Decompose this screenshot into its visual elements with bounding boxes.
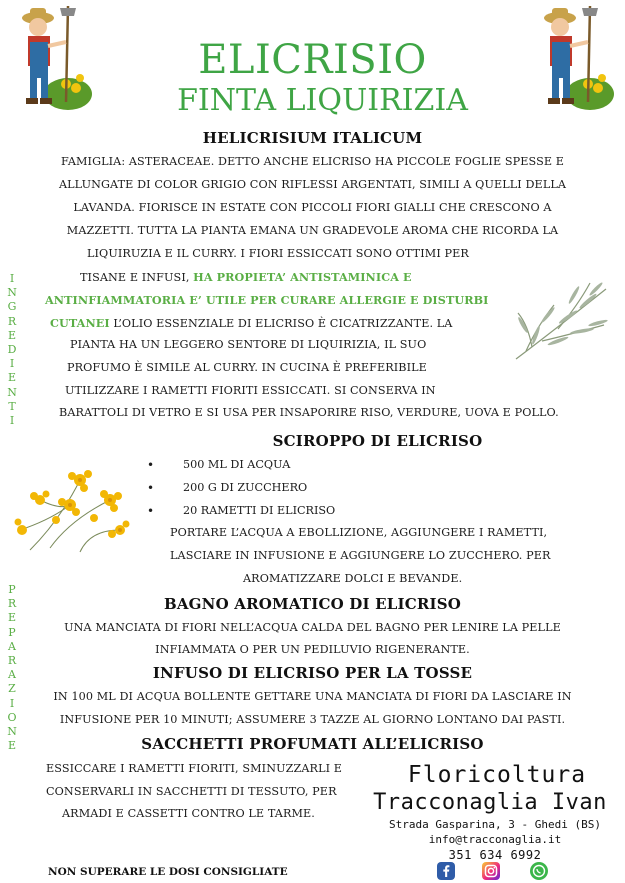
sachet-line: ARMADI E CASSETTI CONTRO LE TARME. — [62, 807, 315, 820]
description-line — [80, 269, 412, 286]
highlight-text: HA PROPIETA’ ANTISTAMINICA E — [193, 270, 412, 284]
dosage-warning: NON SUPERARE LE DOSI CONSIGLIATE — [48, 866, 288, 878]
syrup-line: AROMATIZZARE DOLCI E BEVANDE. — [243, 572, 463, 585]
ingredient-item: • 500 ML DI ACQUA — [183, 457, 290, 473]
bath-heading: BAGNO AROMATICO DI ELICRISO — [163, 595, 462, 613]
description-line: PROFUMO È SIMILE AL CURRY. IN CUCINA È PREFERIBILE — [67, 361, 427, 374]
side-letter: R — [7, 597, 17, 611]
logo-address: Strada Gasparina, 3 - Ghedi (BS) — [389, 818, 601, 831]
logo-line-2: Tracconaglia Ivan — [373, 790, 607, 815]
side-letter: E — [7, 611, 17, 625]
side-letter: D — [7, 343, 17, 357]
side-letter: G — [7, 300, 17, 314]
description-line: LIQUIRUZIA E IL CURRY. I FIORI ESSICCATI SONO OTTIMI PER — [87, 247, 469, 260]
side-letter: Z — [8, 682, 16, 696]
syrup-line: PORTARE L’ACQUA A EBOLLIZIONE, AGGIUNGERE I RAMETTI, — [170, 526, 548, 539]
sachet-line: ESSICCARE I RAMETTI FIORITI, SMINUZZARLI E — [46, 762, 343, 775]
tea-heading: INFUSO DI ELICRISO PER LA TOSSE — [152, 664, 473, 682]
side-letter: R — [7, 314, 17, 328]
side-letter: A — [8, 668, 16, 682]
description-heading: HELICRISIUM ITALICUM — [202, 129, 423, 147]
side-letter: N — [7, 385, 17, 399]
ingredients-side-label — [5, 272, 19, 428]
highlight-text: CUTANEI — [50, 316, 110, 330]
logo-phone[interactable]: 351 634 6992 — [448, 848, 542, 862]
side-letter: I — [9, 357, 15, 371]
page-subtitle: FINTA LIQUIRIZIA — [177, 83, 468, 118]
syrup-line: LASCIARE IN INFUSIONE E AGGIUNGERE LO ZUCCHERO. PER — [170, 549, 551, 562]
side-letter: O — [7, 710, 17, 724]
side-letter: E — [7, 739, 17, 753]
highlight-text: ANTINFIAMMATORIA E’ UTILE PER CURARE ALLERGIE E DISTURBI — [45, 293, 489, 307]
description-line: BARATTOLI DI VETRO E SI USA PER INSAPORIRE RISO, VERDURE, UOVA E POLLO. — [59, 406, 559, 419]
side-letter: N — [7, 286, 17, 300]
whatsapp-icon[interactable] — [530, 862, 548, 880]
side-letter: R — [7, 654, 17, 668]
bath-line: INFIAMMATA O PER UN PEDILUVIO RIGENERANTE. — [155, 643, 470, 656]
helichrysum-sprig-icon — [508, 275, 614, 367]
facebook-icon[interactable] — [437, 862, 455, 880]
side-letter: P — [8, 583, 16, 596]
page-title: ELICRISIO — [198, 37, 427, 83]
side-letter: I — [9, 696, 15, 710]
side-letter: I — [9, 414, 15, 428]
description-text: L’OLIO ESSENZIALE DI ELICRISO È CICATRIZZANTE. LA — [113, 317, 453, 330]
tea-line: IN 100 ML DI ACQUA BOLLENTE GETTARE UNA MANCIATA DI FIORI DA LASCIARE IN — [53, 690, 572, 703]
description-line: FAMIGLIA: ASTERACEAE. DETTO ANCHE ELICRISO HA PICCOLE FOGLIE SPESSE E — [60, 155, 565, 168]
bath-line: UNA MANCIATA DI FIORI NELL’ACQUA CALDA DEL BAGNO PER LENIRE LA PELLE — [64, 621, 561, 634]
side-letter: A — [8, 639, 16, 653]
logo-email[interactable]: info@tracconaglia.it — [428, 833, 562, 846]
instagram-icon[interactable] — [482, 862, 500, 880]
description-line: PIANTA HA UN LEGGERO SENTORE DI LIQUIRIZIA, IL SUO — [70, 338, 427, 351]
description-text: TISANE E INFUSI, — [80, 271, 190, 284]
side-letter: P — [8, 625, 16, 639]
ingredient-item: • 20 RAMETTI DI ELICRISO — [183, 503, 335, 519]
description-line: MAZZETTI. TUTTA LA PIANTA EMANA UN GRADEVOLE AROMA CHE RICORDA LA — [66, 224, 559, 237]
side-letter: E — [7, 328, 17, 342]
ingredient-item: • 200 G DI ZUCCHERO — [183, 480, 307, 496]
side-letter: E — [7, 371, 17, 385]
side-letter: T — [8, 399, 16, 413]
description-line: LAVANDA. FIORISCE IN ESTATE CON PICCOLI FIORI GIALLI CHE CRESCONO A — [73, 201, 552, 214]
preparation-side-label — [5, 583, 19, 753]
side-letter: N — [7, 725, 17, 739]
helichrysum-flowers-icon — [10, 460, 132, 560]
sachet-heading: SACCHETTI PROFUMATI ALL’ELICRISO — [141, 735, 484, 753]
description-line — [50, 315, 453, 332]
description-line: UTILIZZARE I RAMETTI FIORITI ESSICCATI. SI CONSERVA IN — [65, 384, 436, 397]
description-line: ALLUNGATE DI COLOR GRIGIO CON RIFLESSI ARGENTATI, SIMILI A QUELLI DELLA — [58, 178, 567, 191]
tea-line: INFUSIONE PER 10 MINUTI; ASSUMERE 3 TAZZE AL GIORNO LONTANO DAI PASTI. — [59, 713, 566, 726]
syrup-heading: SCIROPPO DI ELICRISO — [272, 432, 483, 450]
logo-line-1: Floricoltura — [407, 762, 587, 788]
sachet-line: CONSERVARLI IN SACCHETTI DI TESSUTO, PER — [46, 785, 337, 798]
side-letter: I — [9, 272, 15, 285]
